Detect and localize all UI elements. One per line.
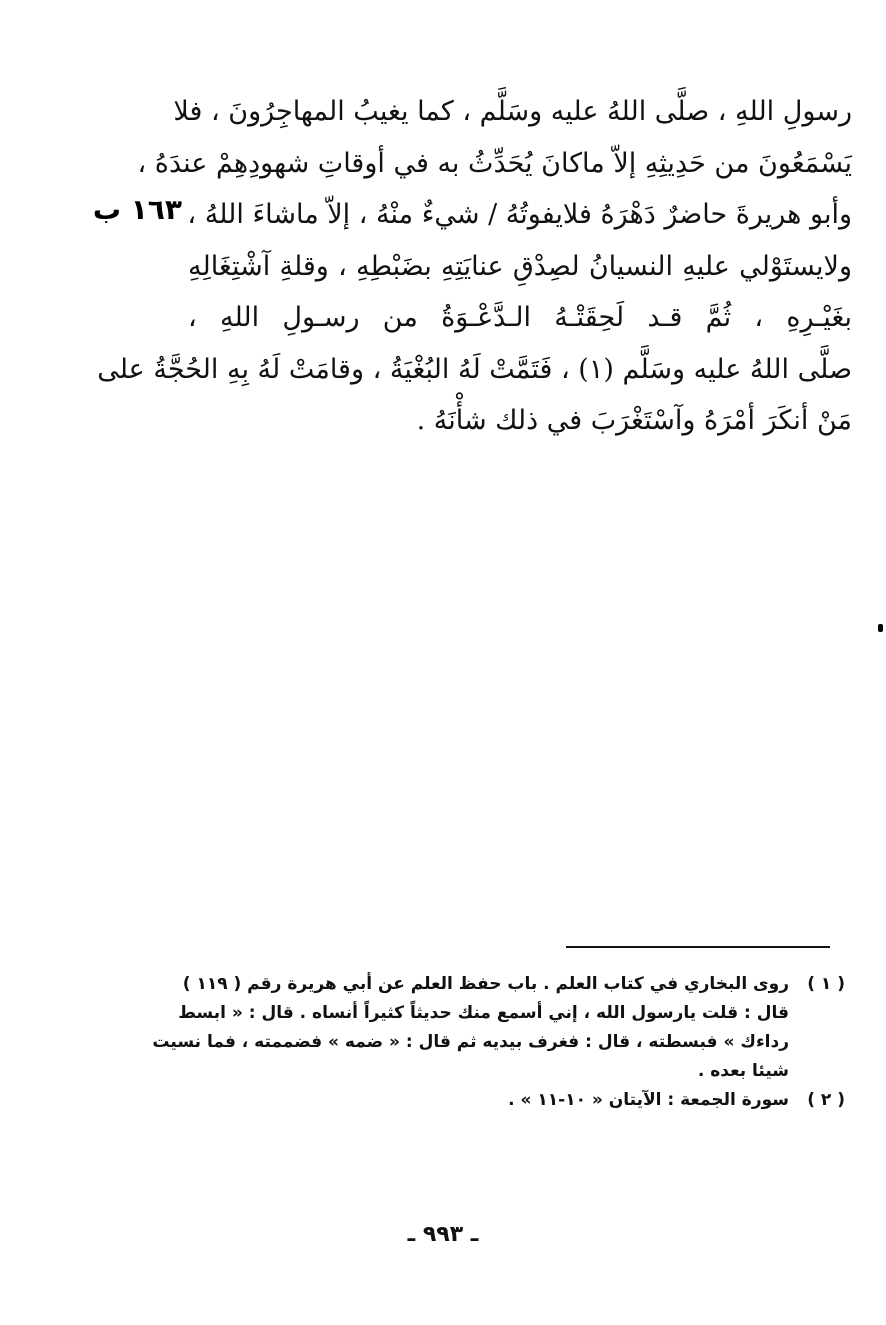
footnote-line: روى البخاري في كتاب العلم . باب حفظ العلم عن أبي هريرة رقم ( ١١٩ ): [182, 974, 789, 994]
main-text-line: ولايستَوْلي عليهِ النسيانُ لصِدْقِ عنايَتِهِ بضَبْطِهِ ، وقلةِ آشْتِغَالِهِ: [188, 250, 852, 282]
main-text-line: صلَّى اللهُ عليه وسَلَّم (١) ، فَتَمَّتْ لَهُ البُغْيَةُ ، وقامَتْ لَهُ بِهِ الحُجَّةُ على: [97, 353, 852, 385]
footnote-marker: ( ١ ): [807, 974, 845, 994]
main-text-line: وأبو هريرةَ حاضرٌ دَهْرَهُ فلايفوتُهُ / شيءٌ منْهُ ، إلاّ ماشاءَ اللهُ ،: [187, 199, 852, 230]
footnote-marker: ( ٢ ): [807, 1090, 845, 1110]
footnotes-block: [152, 970, 845, 1115]
footnote-separator: [566, 946, 830, 948]
scan-speck: [878, 624, 883, 632]
footnote-line: سورة الجمعة : الآيتان « ١٠-١١ » .: [508, 1090, 789, 1110]
page-number: ـ ٩٩٣ ـ: [407, 1222, 479, 1247]
footnote-line: قال : قلت يارسول الله ، إني أسمع منك حديثاً كثيراً أنساه . قال : « ابسط: [178, 1003, 789, 1023]
footnote-line: رداءك » فبسطته ، قال : فغرف بيديه ثم قال : « ضمه » فضممته ، فما نسيت: [152, 1032, 789, 1052]
footnote-line: شيئا بعده .: [697, 1061, 789, 1081]
footnote-2: [188, 1086, 845, 1115]
main-text-line: بغَيْـرِهِ ، ثُمَّ قـد لَحِقَتْـهُ الـدَّعْـوَةُ من رسـولِ اللهِ ،: [188, 302, 852, 333]
main-text-line: يَسْمَعُونَ من حَدِيثِهِ إلاّ ماكانَ يُحَدِّثُ به في أوقاتِ شهودِهِمْ عندَهُ ،: [137, 147, 852, 179]
main-text-line: رسولِ اللهِ ، صلَّى اللهُ عليه وسَلَّم ، كما يغيبُ المهاجِرُونَ ، فلا: [173, 96, 852, 127]
margin-folio-reference: ١٦٣ ب: [92, 193, 182, 226]
footnote-1: [152, 970, 845, 1086]
main-text-line: مَنْ أنكَرَ أمْرَهُ وآسْتَغْرَبَ في ذلك شأْنَهُ .: [416, 405, 852, 436]
